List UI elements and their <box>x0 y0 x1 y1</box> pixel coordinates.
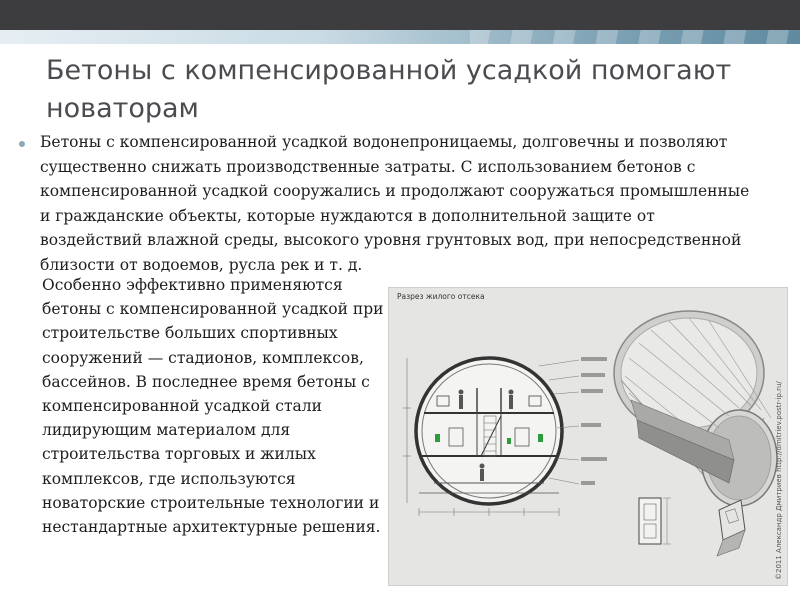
body-paragraph: Особенно эффективно применяются бетоны с компенсированной усадкой при строительстве больших спортивных сооружений — стадионов, комплексов, бассейнов. В последнее время бетоны с компенсированной усадкой стали лидирующим материалом для строительства торговых и жилых комплексов, где используются новаторские строительные технологии и нестандартные архитектурные решения. <box>42 276 384 537</box>
slide-title: Бетоны с компенсированной усадкой помогают новаторам <box>46 55 732 124</box>
accent-band-pattern <box>470 30 800 44</box>
module-drawings <box>639 498 745 556</box>
tunnel-drawing <box>389 288 787 585</box>
bullet-text: Бетоны с компенсированной усадкой водонепроницаемы, долговечны и позволяют существенно снижать производственные затраты. С использованием бетонов с компенсированной усадкой сооружались и продолжают сооружаться промышленные и гражданские объекты, которые нуждаются в дополнительной защите от воздействий влажной среды, высокого уровня грунтовых вод, при непосредственной близости от водоемов, русла рек и т. д. <box>40 133 750 274</box>
figure-credit: ©2011 Александр Дмитриев http://dmitriev.postr-ip.ru/ <box>775 381 783 580</box>
tunnel-3d-render <box>614 311 777 506</box>
tunnel-section-figure <box>388 287 788 586</box>
cross-section-drawing <box>403 357 607 516</box>
top-bar <box>0 0 800 30</box>
bullet-dot-icon <box>19 141 25 147</box>
figure-title: Разрез жилого отсека <box>397 292 485 301</box>
